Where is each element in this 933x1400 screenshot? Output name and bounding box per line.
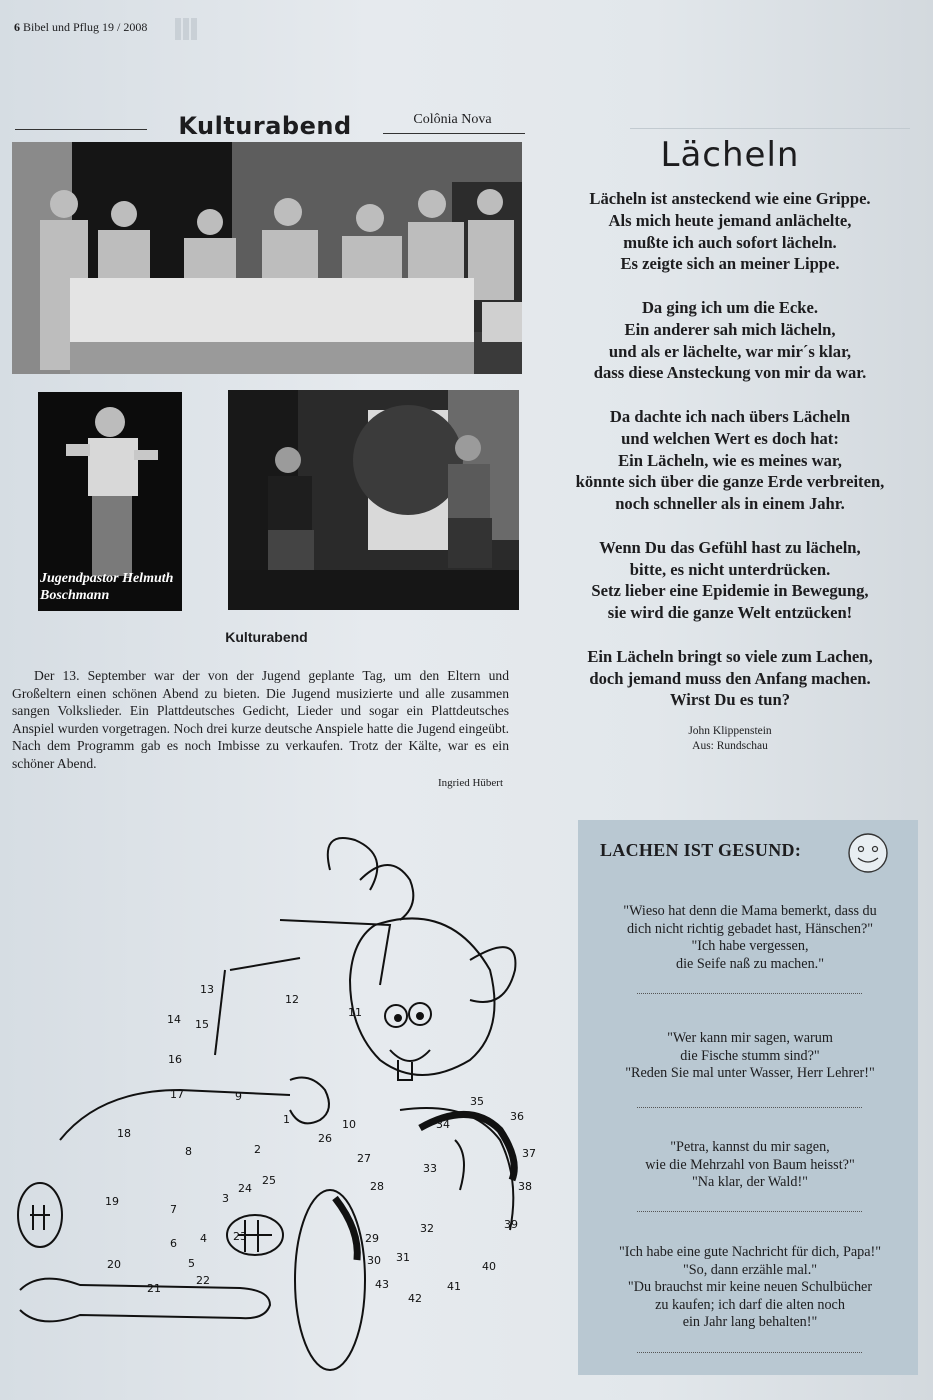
page-number: 6 [14, 20, 20, 34]
puzzle-number: 26 [318, 1132, 332, 1145]
puzzle-number: 23 [233, 1230, 247, 1243]
poem-attribution [660, 724, 800, 754]
puzzle-number: 40 [482, 1260, 496, 1273]
puzzle-number: 31 [396, 1251, 410, 1264]
puzzle-number: 18 [117, 1127, 131, 1140]
poem-line: mußte ich auch sofort lächeln. [623, 232, 837, 252]
puzzle-number: 12 [285, 993, 299, 1006]
puzzle-number: 37 [522, 1147, 536, 1160]
poem-line: noch schneller als in einem Jahr. [615, 494, 845, 514]
poem-line: Wirst Du es tun? [669, 690, 790, 710]
puzzle-number: 33 [423, 1162, 437, 1175]
article-author: Ingried Hübert [437, 777, 503, 789]
poem-stanza [540, 537, 920, 624]
puzzle-number: 15 [195, 1018, 209, 1031]
bumper-line [20, 1279, 270, 1322]
poem-line: Da dachte ich nach übers Lächeln [609, 406, 851, 426]
windshield-line [230, 958, 300, 970]
joke-item [590, 903, 910, 973]
poem-line: doch jemand muss den Anfang machen. [589, 668, 871, 688]
poem-line: Da ging ich um die Ecke. [641, 297, 819, 317]
bunny-mouth-line [390, 1050, 430, 1061]
poem-line: Es zeigte sich an meiner Lippe. [620, 254, 840, 274]
puzzle-number: 13 [200, 983, 214, 996]
puzzle-number: 39 [504, 1218, 518, 1231]
joke-line: ein Jahr lang behalten!" [682, 1314, 818, 1330]
joke-line: "Ich habe vergessen, [691, 938, 809, 954]
photo-youth-pastor [38, 392, 182, 611]
puzzle-number: 36 [510, 1110, 524, 1123]
poem-line: bitte, es nicht unterdrücken. [629, 559, 831, 579]
puzzle-number: 9 [235, 1090, 242, 1103]
joke-line: "Petra, kannst du mir sagen, [670, 1139, 830, 1155]
title-rule-left [15, 129, 147, 130]
puzzle-number: 27 [357, 1152, 371, 1165]
puzzle-number: 20 [107, 1258, 121, 1271]
joke-divider [637, 993, 862, 994]
poem-stanza [540, 406, 920, 515]
photo-caption-pastor: Jugendpastor Helmuth Boschmann [40, 571, 174, 603]
joke-line: "Na klar, der Wald!" [692, 1174, 808, 1190]
puzzle-number: 17 [170, 1088, 184, 1101]
joke-item [590, 1244, 910, 1332]
photo-stage-play [228, 390, 519, 610]
puzzle-number: 8 [185, 1145, 192, 1158]
puzzle-number: 6 [170, 1237, 177, 1250]
article-text: Der 13. September war der von der Jugend geplante Tag, um den Eltern und Großeltern einen schönen Abend zu bieten. Die Jugend musizierte und alle zusammen sangen Volkslieder. Ein Plattdeutsches Gedicht, Lieder und sogar ein Plattdeutsches Anspiel wurden vorgetragen. Noch drei kurze deutsche Anspiele hatte die Jugend eingeübt. Nach dem Programm gab es noch Imbisse zu verkaufen. Trotz der Kälte, war es ein schöner Abend. [12, 668, 509, 771]
puzzle-number: 7 [170, 1203, 177, 1216]
joke-line: "Wer kann mir sagen, warum [667, 1030, 833, 1046]
joke-line: wie die Mehrzahl von Baum heisst?" [645, 1156, 855, 1173]
puzzle-number: 21 [147, 1282, 161, 1295]
joke-line: dich nicht richtig gebadet hast, Hänschen?" [626, 920, 874, 937]
joke-divider [637, 1211, 862, 1212]
poem-stanza [540, 188, 920, 275]
puzzle-number: 35 [470, 1095, 484, 1108]
poem-text [540, 188, 920, 733]
poem-line: und als er lächelte, war mir´s klar, [608, 341, 852, 361]
puzzle-number: 3 [222, 1192, 229, 1205]
poem-line: dass diese Ansteckung von mir da war. [593, 363, 867, 383]
joke-line: die Seife naß zu machen." [676, 955, 824, 972]
puzzle-number: 22 [196, 1274, 210, 1287]
photo-caption: Kulturabend [225, 629, 308, 645]
puzzle-number: 43 [375, 1278, 389, 1291]
joke-item [590, 1030, 910, 1083]
poem-line: Ein Lächeln, wie es meines war, [618, 450, 842, 470]
puzzle-number: 1 [283, 1113, 290, 1126]
puzzle-number: 38 [518, 1180, 532, 1193]
article-location: Colônia Nova [413, 112, 492, 127]
publication-name: Bibel und Pflug [23, 20, 100, 34]
title-rule-right [383, 133, 525, 134]
puzzle-number: 29 [365, 1232, 379, 1245]
poem-stanza [540, 297, 920, 384]
header-decoration [175, 18, 207, 40]
poem-line: könnte sich über die ganze Erde verbreiten, [575, 472, 885, 492]
puzzle-number: 34 [436, 1118, 450, 1131]
joke-line: "Ich habe eine gute Nachricht für dich, Papa!" [618, 1244, 882, 1260]
puzzle-numbers [105, 983, 536, 1305]
box-line [280, 920, 390, 985]
bunny-head-line [350, 918, 495, 1075]
poem-title: Lächeln [660, 135, 800, 175]
puzzle-number: 5 [188, 1257, 195, 1270]
joke-line: "Du brauchst mir keine neuen Schulbücher [627, 1279, 873, 1295]
puzzle-number: 11 [348, 1006, 362, 1019]
page-header [14, 20, 147, 35]
puzzle-number: 10 [342, 1118, 356, 1131]
poem-source: Aus: Rundschau [692, 740, 768, 752]
joke-item [590, 1139, 910, 1192]
puzzle-number: 14 [167, 1013, 181, 1026]
joke-line: "So, dann erzähle mal." [682, 1261, 818, 1278]
puzzle-number: 24 [238, 1182, 252, 1195]
bunny-ear-line [470, 947, 515, 1002]
poem-line: Lächeln ist ansteckend wie eine Grippe. [589, 189, 871, 208]
joke-line: zu kaufen; ich darf die alten noch [655, 1296, 845, 1313]
poem-line: Wenn Du das Gefühl hast zu lächeln, [599, 537, 861, 557]
joke-line: die Fische stumm sind?" [680, 1047, 820, 1064]
puzzle-number: 28 [370, 1180, 384, 1193]
poem-line: Setz lieber eine Epidemie in Bewegung, [591, 581, 869, 601]
bunny-hand-line [290, 1078, 329, 1124]
puzzle-number: 4 [200, 1232, 207, 1245]
bleed-through [630, 88, 910, 129]
car-fender-line [455, 1140, 464, 1190]
issue-number: 19 / 2008 [102, 20, 148, 34]
puzzle-number: 32 [420, 1222, 434, 1235]
bunny-ear-line [328, 838, 377, 890]
jokes-title: LACHEN IST GESUND: [600, 840, 802, 860]
poem-line: Als mich heute jemand anlächelte, [608, 210, 852, 230]
poem-line: und welchen Wert es doch hat: [621, 428, 839, 448]
article-title: Kulturabend [178, 112, 352, 140]
puzzle-number: 2 [254, 1143, 261, 1156]
puzzle-number: 42 [408, 1292, 422, 1305]
dot-to-dot-puzzle [0, 810, 570, 1400]
joke-divider [637, 1352, 862, 1353]
joke-line: "Wieso hat denn die Mama bemerkt, dass du [623, 903, 877, 919]
puzzle-number: 41 [447, 1280, 461, 1293]
joke-divider [637, 1107, 862, 1108]
rear-wheel [295, 1190, 365, 1370]
puzzle-number: 30 [367, 1254, 381, 1267]
poem-author: John Klippenstein [688, 725, 772, 737]
photo-women-at-table [12, 142, 522, 374]
poem-line: Ein anderer sah mich lächeln, [624, 319, 836, 339]
puzzle-number: 16 [168, 1053, 182, 1066]
joke-line: "Reden Sie mal unter Wasser, Herr Lehrer!" [625, 1065, 875, 1081]
article-body [12, 667, 509, 773]
poem-stanza [540, 646, 920, 711]
windshield-line [215, 970, 225, 1055]
bunny-ear-line [360, 865, 413, 920]
smiley-icon [846, 831, 890, 875]
puzzle-number: 25 [262, 1174, 276, 1187]
puzzle-number: 19 [105, 1195, 119, 1208]
poem-line: sie wird die ganze Welt entzücken! [607, 603, 853, 623]
poem-line: Ein Lächeln bringt so viele zum Lachen, [587, 646, 873, 666]
